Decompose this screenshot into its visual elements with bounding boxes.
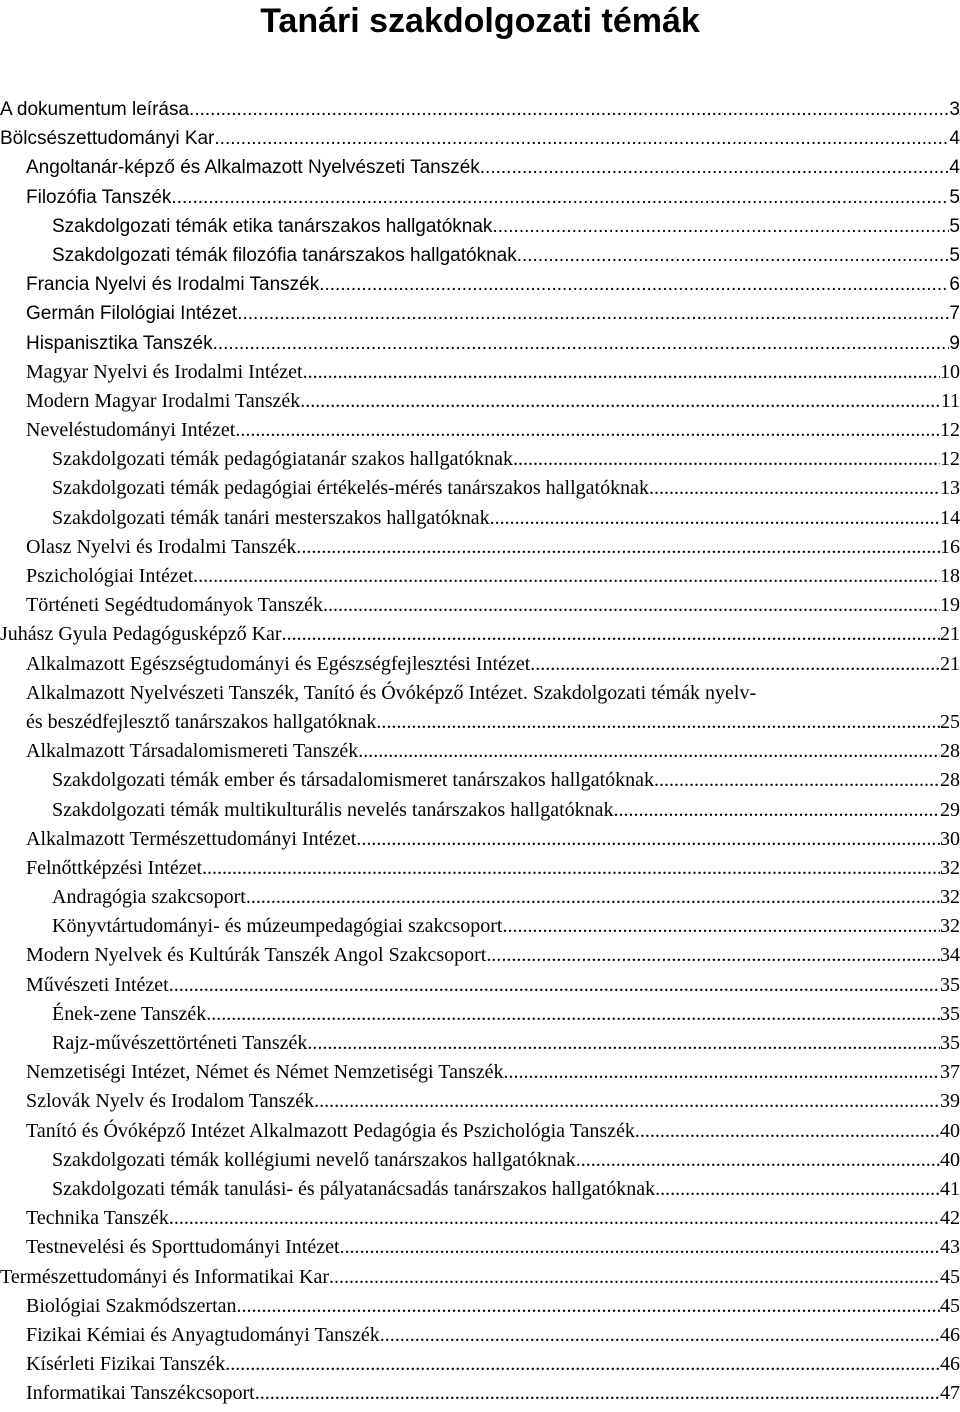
toc-entry[interactable] bbox=[0, 1117, 960, 1146]
toc-entry[interactable] bbox=[0, 183, 960, 212]
toc-entry[interactable] bbox=[0, 124, 960, 153]
toc-entry-page-number: 11 bbox=[940, 389, 960, 412]
toc-entry-label: Szakdolgozati témák tanulási- és pályatanácsadás tanárszakos hallgatóknak bbox=[52, 1177, 656, 1200]
toc-entry-page-number: 32 bbox=[940, 856, 960, 879]
toc-entry-page-number: 5 bbox=[949, 215, 960, 237]
toc-entry[interactable] bbox=[0, 212, 960, 241]
dot-leader bbox=[502, 912, 940, 941]
toc-entry[interactable] bbox=[0, 1000, 960, 1029]
toc-entry[interactable] bbox=[0, 270, 960, 299]
toc-entry-label: Germán Filológiai Intézet bbox=[26, 303, 238, 325]
toc-entry[interactable] bbox=[0, 912, 960, 941]
toc-entry[interactable] bbox=[0, 1233, 960, 1262]
toc-entry-page-number: 28 bbox=[940, 769, 960, 792]
dot-leader bbox=[319, 270, 949, 299]
toc-entry-label: Alkalmazott Természettudományi Intézet bbox=[26, 827, 357, 850]
toc-entry-page-number: 39 bbox=[940, 1090, 960, 1113]
dot-leader bbox=[202, 854, 940, 883]
toc-entry[interactable] bbox=[0, 1263, 960, 1292]
toc-entry-label: Modern Nyelvek és Kultúrák Tanszék Angol Szakcsoport bbox=[26, 944, 487, 967]
dot-leader bbox=[635, 1117, 940, 1146]
dot-leader bbox=[314, 1087, 940, 1116]
toc-entry-label: Könyvtártudományi- és múzeumpedagógiai szakcsoport bbox=[52, 915, 503, 938]
toc-entry-page-number: 40 bbox=[940, 1119, 960, 1142]
dot-leader bbox=[206, 1000, 940, 1029]
dot-leader bbox=[513, 445, 940, 474]
dot-leader bbox=[213, 329, 950, 358]
dot-leader bbox=[358, 737, 940, 766]
toc-entry-label: Pszichológiai Intézet bbox=[26, 565, 194, 587]
dot-leader bbox=[376, 708, 940, 737]
toc-entry[interactable] bbox=[0, 1292, 960, 1321]
dot-leader bbox=[614, 796, 940, 825]
toc-entry-page-number: 28 bbox=[940, 740, 960, 763]
toc-entry-page-number: 13 bbox=[940, 477, 960, 500]
toc-entry[interactable] bbox=[0, 533, 960, 562]
toc-entry-page-number: 9 bbox=[949, 332, 960, 354]
toc-entry-label: Fizikai Kémiai és Anyagtudományi Tanszék bbox=[26, 1323, 380, 1346]
toc-entry-page-number: 21 bbox=[940, 652, 960, 675]
dot-leader bbox=[225, 1350, 940, 1379]
toc-entry-page-number: 47 bbox=[940, 1382, 960, 1405]
dot-leader bbox=[340, 1233, 940, 1262]
toc-entry-page-number: 45 bbox=[940, 1265, 960, 1288]
toc-entry-page-number: 6 bbox=[949, 274, 960, 296]
dot-leader bbox=[576, 1146, 940, 1175]
toc-entry[interactable] bbox=[0, 883, 960, 912]
toc-entry-page-number: 4 bbox=[949, 128, 960, 150]
dot-leader bbox=[189, 95, 949, 124]
toc-entry-label: Magyar Nyelvi és Irodalmi Intézet bbox=[26, 360, 303, 383]
toc-entry[interactable] bbox=[0, 1146, 960, 1175]
toc-entry-label: Andragógia szakcsoport bbox=[52, 886, 246, 909]
toc-entry[interactable] bbox=[0, 620, 960, 649]
toc-entry[interactable] bbox=[0, 766, 960, 795]
toc-entry[interactable] bbox=[0, 474, 960, 503]
toc-entry-page-number: 43 bbox=[940, 1236, 960, 1259]
toc-entry-label: Szakdolgozati témák ember és társadalomismeret tanárszakos hallgatóknak bbox=[52, 769, 655, 792]
dot-leader bbox=[492, 212, 949, 241]
toc-entry-label: Szakdolgozati témák multikulturális nevelés tanárszakos hallgatóknak bbox=[52, 798, 614, 821]
dot-leader bbox=[169, 971, 940, 1000]
toc-entry-page-number: 12 bbox=[940, 448, 960, 471]
toc-entry[interactable] bbox=[0, 562, 960, 591]
dot-leader bbox=[329, 1263, 940, 1292]
dot-leader bbox=[517, 241, 950, 270]
toc-entry-page-number: 29 bbox=[940, 798, 960, 821]
toc-entry-label: Nemzetiségi Intézet, Német és Német Nemzetiségi Tanszék bbox=[26, 1061, 504, 1084]
dot-leader bbox=[300, 387, 940, 416]
dot-leader bbox=[380, 1321, 940, 1350]
dot-leader bbox=[490, 504, 940, 533]
toc-entry[interactable] bbox=[0, 241, 960, 270]
toc-entry-label: Filozófia Tanszék bbox=[26, 186, 172, 208]
toc-entry-label: Hispanisztika Tanszék bbox=[26, 332, 213, 354]
toc-entry-label: Alkalmazott Egészségtudományi és Egészségfejlesztési Intézet bbox=[26, 652, 531, 675]
dot-leader bbox=[237, 299, 949, 328]
toc-entry-page-number: 45 bbox=[940, 1294, 960, 1317]
toc-entry[interactable] bbox=[0, 416, 960, 445]
toc-entry-label: Angoltanár-képző és Alkalmazott Nyelvészeti Tanszék bbox=[26, 157, 480, 179]
toc-entry[interactable] bbox=[0, 95, 960, 124]
toc-entry-label: Bölcsészettudományi Kar bbox=[0, 128, 215, 150]
toc-entry-label: Szakdolgozati témák tanári mesterszakos hallgatóknak bbox=[52, 506, 490, 529]
toc-entry-label: Juhász Gyula Pedagógusképző Kar bbox=[0, 623, 282, 646]
toc-entry-page-number: 40 bbox=[940, 1148, 960, 1171]
toc-entry-label: Természettudományi és Informatikai Kar bbox=[0, 1265, 330, 1288]
toc-entry[interactable] bbox=[0, 358, 960, 387]
toc-entry[interactable] bbox=[0, 679, 960, 737]
toc-entry-label: Szakdolgozati témák etika tanárszakos hallgatóknak bbox=[52, 215, 493, 237]
dot-leader bbox=[255, 1379, 940, 1408]
toc-entry-page-number: 35 bbox=[940, 973, 960, 996]
toc-entry-label: Olasz Nyelvi és Irodalmi Tanszék bbox=[26, 535, 297, 558]
dot-leader bbox=[235, 416, 940, 445]
dot-leader bbox=[171, 183, 949, 212]
dot-leader bbox=[307, 1029, 940, 1058]
toc-entry-label: Modern Magyar Irodalmi Tanszék bbox=[26, 389, 301, 412]
toc-entry-page-number: 46 bbox=[940, 1323, 960, 1346]
toc-entry[interactable] bbox=[0, 737, 960, 766]
toc-entry-label: Szakdolgozati témák filozófia tanárszakos hallgatóknak bbox=[52, 244, 517, 266]
toc-entry-page-number: 21 bbox=[940, 623, 960, 646]
dot-leader bbox=[655, 1175, 940, 1204]
toc-entry-label: Kísérleti Fizikai Tanszék bbox=[26, 1353, 226, 1376]
toc-entry[interactable] bbox=[0, 1204, 960, 1233]
toc-entry-page-number: 5 bbox=[949, 186, 960, 208]
toc-entry[interactable] bbox=[0, 971, 960, 1000]
toc-entry-label: A dokumentum leírása bbox=[0, 99, 190, 120]
toc-entry-label: Technika Tanszék bbox=[26, 1207, 169, 1230]
toc-entry-label: Testnevelési és Sporttudományi Intézet bbox=[26, 1236, 340, 1259]
toc-entry-page-number: 3 bbox=[949, 99, 960, 120]
toc-entry[interactable] bbox=[0, 825, 960, 854]
toc-entry-page-number: 46 bbox=[940, 1353, 960, 1376]
toc-entry[interactable] bbox=[0, 591, 960, 620]
toc-entry-page-number: 32 bbox=[940, 886, 960, 909]
dot-leader bbox=[486, 941, 940, 970]
document-title: Tanári szakdolgozati témák bbox=[260, 2, 700, 40]
toc-entry[interactable] bbox=[0, 504, 960, 533]
dot-leader bbox=[654, 766, 940, 795]
toc-entry-label: Alkalmazott Társadalomismereti Tanszék bbox=[26, 740, 359, 763]
dot-leader bbox=[169, 1204, 940, 1233]
toc-entry-label: Szakdolgozati témák pedagógiai értékelés-mérés tanárszakos hallgatóknak bbox=[52, 477, 649, 500]
dot-leader bbox=[193, 562, 940, 591]
toc-entry[interactable] bbox=[0, 1029, 960, 1058]
dot-leader bbox=[303, 358, 940, 387]
toc-entry[interactable] bbox=[0, 329, 960, 358]
dot-leader bbox=[237, 1292, 940, 1321]
toc-entry-label: Szlovák Nyelv és Irodalom Tanszék bbox=[26, 1090, 315, 1113]
toc-entry-label: Művészeti Intézet bbox=[26, 973, 169, 996]
dot-leader bbox=[480, 153, 950, 182]
dot-leader bbox=[296, 533, 940, 562]
toc-entry-label-first-line: Alkalmazott Nyelvészeti Tanszék, Tanító és Óvóképző Intézet. Szakdolgozati témák nyelv- bbox=[26, 681, 757, 704]
toc-entry[interactable] bbox=[0, 1350, 960, 1379]
dot-leader bbox=[246, 883, 940, 912]
toc-entry-page-number: 34 bbox=[940, 944, 960, 967]
toc-entry-label: Biológiai Szakmódszertan bbox=[26, 1294, 237, 1317]
toc-entry-page-number: 41 bbox=[940, 1177, 960, 1200]
toc-entry-page-number: 4 bbox=[949, 157, 960, 179]
toc-entry-page-number: 37 bbox=[940, 1061, 960, 1084]
toc-entry-page-number: 25 bbox=[940, 710, 960, 733]
toc-entry-page-number: 35 bbox=[940, 1032, 960, 1055]
toc-entry[interactable] bbox=[0, 1058, 960, 1087]
toc-entry[interactable] bbox=[0, 153, 960, 182]
toc-entry-page-number: 7 bbox=[949, 303, 960, 325]
toc-entry-label: Ének-zene Tanszék bbox=[52, 1002, 207, 1025]
toc-entry-page-number: 19 bbox=[940, 594, 960, 617]
dot-leader bbox=[214, 124, 949, 153]
table-of-contents bbox=[0, 95, 960, 1408]
toc-entry-page-number: 14 bbox=[940, 506, 960, 529]
toc-entry[interactable] bbox=[0, 1321, 960, 1350]
toc-entry[interactable] bbox=[0, 387, 960, 416]
toc-entry[interactable] bbox=[0, 299, 960, 328]
toc-entry-page-number: 35 bbox=[940, 1002, 960, 1025]
toc-entry-page-number: 12 bbox=[940, 419, 960, 442]
toc-entry-label: Informatikai Tanszékcsoport bbox=[26, 1382, 255, 1405]
toc-entry[interactable] bbox=[0, 1379, 960, 1408]
toc-entry-label: Felnőttképzési Intézet bbox=[26, 856, 203, 879]
toc-entry[interactable] bbox=[0, 445, 960, 474]
toc-entry-label: Francia Nyelvi és Irodalmi Tanszék bbox=[26, 274, 320, 296]
toc-entry-page-number: 5 bbox=[949, 244, 960, 266]
toc-entry-label: Szakdolgozati témák kollégiumi nevelő tanárszakos hallgatóknak bbox=[52, 1148, 576, 1171]
toc-entry-label: Szakdolgozati témák pedagógiatanár szakos hallgatóknak bbox=[52, 448, 513, 471]
toc-entry[interactable] bbox=[0, 854, 960, 883]
toc-entry-label: Tanító és Óvóképző Intézet Alkalmazott Pedagógia és Pszichológia Tanszék bbox=[26, 1119, 635, 1142]
toc-entry-label: és beszédfejlesztő tanárszakos hallgatóknak bbox=[26, 710, 377, 733]
toc-entry-label: Történeti Segédtudományok Tanszék bbox=[26, 594, 324, 617]
toc-entry[interactable] bbox=[0, 796, 960, 825]
toc-entry-page-number: 10 bbox=[940, 360, 960, 383]
dot-leader bbox=[323, 591, 940, 620]
dot-leader bbox=[503, 1058, 940, 1087]
toc-entry-page-number: 30 bbox=[940, 827, 960, 850]
toc-entry[interactable] bbox=[0, 1087, 960, 1116]
toc-entry[interactable] bbox=[0, 650, 960, 679]
toc-entry-page-number: 42 bbox=[940, 1207, 960, 1230]
toc-entry[interactable] bbox=[0, 1175, 960, 1204]
dot-leader bbox=[356, 825, 940, 854]
toc-entry[interactable] bbox=[0, 941, 960, 970]
toc-entry-page-number: 32 bbox=[940, 915, 960, 938]
dot-leader bbox=[282, 620, 940, 649]
dot-leader bbox=[530, 650, 940, 679]
toc-entry-label: Neveléstudományi Intézet bbox=[26, 419, 236, 442]
toc-entry-page-number: 18 bbox=[940, 565, 960, 587]
dot-leader bbox=[649, 474, 940, 503]
toc-entry-page-number: 16 bbox=[940, 535, 960, 558]
toc-entry-label: Rajz-művészettörténeti Tanszék bbox=[52, 1032, 308, 1055]
